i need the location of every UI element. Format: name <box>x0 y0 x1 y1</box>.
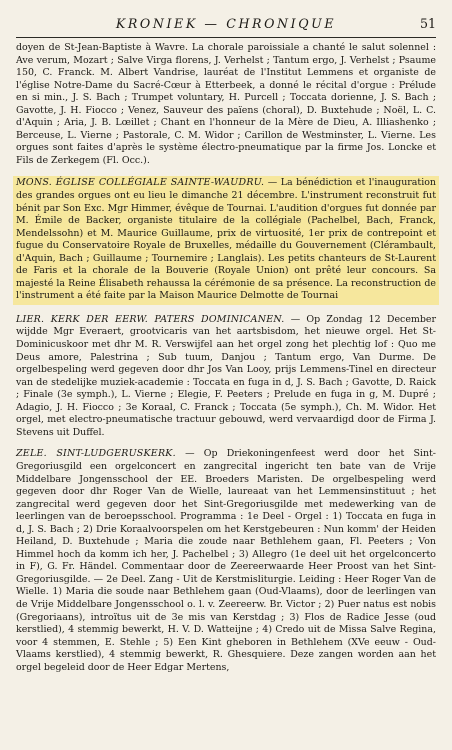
section-text: — La bénédiction et l'inauguration des grandes orgues ont eu lieu le dimanche 21 décembre. L'instrument reconstruit fut bénit par Son Exc. Mgr Himmer, évêque de Tournai. L'audition d'orgues fut donnée par M. Émile de Backer, organiste titulaire de la collégiale (Pachelbel, Bach, Franck, Mendelssohn) et M. Maurice Guillaume, prix de virtuosité, 1er prix de contrepoint et fugue du Conservatoire Royale de Bruxelles, médaille du Gouvernement (Clérambault, d'Aquin, Bach ; Guillaume ; Tournemire ; Langlais). Les petits chanteurs de St-Laurent de Faris et la chorale de la Bouverie (Royale Union) ont prêté leur concours. Sa majesté la Reine Élisabeth rehaussa la cérémonie de sa présence. La reconstruction de l'instrument a été faite par la Maison Maurice Delmotte de Tournai <box>16 177 436 302</box>
article-body <box>16 42 436 674</box>
section-mons <box>13 176 439 304</box>
section-paragraph <box>16 177 436 302</box>
section-zele <box>16 448 436 674</box>
section-text: — Op Zondag 12 December wijdde Mgr Everaert, grootvicaris van het aartsbisdom, het nieuwe orgel. Het St-Dominicuskoor met dhr M. R. Verswijfel aan het orgel zong het plechtig lof : Quo me Deus amore, Palestrina ; Sub tuum, Danjou ; Tantum ergo, Van Durme. De orgelbespeling werd gegeven door dhr Jos Van Looy, prijs Lemmens-Tinel en directeur van de stedelijke muziek-academie : Toccata en fuga in d, J. S. Bach ; Gavotte, D. Raick ; Finale (3e symph.), L. Vierne ; Elegie, F. Peeters ; Prelude en fuga in g, M. Dupré ; Adagio, J. H. Fiocco ; 3e Koraal, C. Franck ; Toccata (5e symph.), Ch. M. Widor. Het orgel, met electro-pneumatische tractuur gebouwd, werd vervaardigd door de Firma J. Stevens uit Duffel. <box>16 313 436 438</box>
section-paragraph <box>16 448 436 674</box>
section-text: — Op Driekoningenfeest werd door het Sint-Gregoriusgild een orgelconcert en zangrecital ingericht ten bate van de Vrije Middelbare Jongensschool der EE. Broeders Maristen. De orgelbespeling werd gegeven door dhr Roger Van de Wielle, laureaat van het Lemmensinstituut ; het zangrecital werd gegeven door het Sint-Gregoriusgilde met medewerking van de leerlingen van de beroepsschool. Programma : 1e Deel - Orgel : 1) Toccata en fuga in d, J. S. Bach ; 2) Drie Koraalvoorspelen om het Kerstgebeuren : Nun komm' der Heiden Heiland, D. Buxtehude ; Maria die zoude naar Bethlehem gaan, Fl. Peeters ; Von Himmel hoch da komm ich her, J. Pachelbel ; 3) Allegro (1e deel uit het orgelconcerto in F), G. Fr. Händel. Commentaar door de Zeereerwaarde Heer Proost van het Sint-Gregoriusgilde. — 2e Deel. Zang - Uit de Kerstmisliturgie. Leiding : Heer Roger Van de Wielle. 1) Maria die soude naar Bethlehem gaan (Oud-Vlaams), door de leerlingen van de Vrije Middelbare Jongensschool o. l. v. Zeereerw. Br. Victor ; 2) Puer natus est nobis (Gregoriaans), introïtus uit de 3e mis van Kerstdag ; 3) Flos de Radice Jesse (oud kerstlied), 4 stemmig bewerkt, H. V. D. Watteijne ; 4) Credo uit de Missa Salve Regina, voor 4 stemmen, E. Stehle ; 5) Een Kint gheboren in Bethlehem (XVe eeuw - Oud-Vlaams kerstlied), 4 stemmig bewerkt, R. Ghesquiere. Deze zangen worden aan het orgel begeleid door de Heer Edgar Mertens, <box>16 448 436 673</box>
intro-paragraph: doyen de St-Jean-Baptiste à Wavre. La chorale paroissiale a chanté le salut solennel : Ave verum, Mozart ; Salve Virga florens, J. Verhelst ; Tantum ergo, J. Verhelst ; Psaume 150, C. Franck. M. Albert Vandrise, lauréat de l'Institut Lemmens et organiste de l'église Notre-Dame du Sacré-Cœur à Etterbeek, a donné le récital d'orgue : Prélude en si min., J. S. Bach ; Trumpet voluntary, H. Purcell ; Toccata dorienne, J. S. Bach ; Gavotte, J. H. Fiocco ; Venez, Sauveur des païens (choral), D. Buxtehude ; Noël, L. C. d'Aquin ; Aria, J. B. Lœillet ; Chant en l'honneur de la Mère de Dieu, A. Illiashenko ; Berceuse, L. Vierne ; Pastorale, C. M. Widor ; Carillon de Westminster, L. Vierne. Les orgues sont faites d'après le système électro-pneumatique par la firme Jos. Loncke et Fils de Zerkegem (Fl. Occ.). <box>16 42 436 166</box>
page-header <box>16 16 436 42</box>
section-heading: MONS. ÉGLISE COLLÉGIALE SAINTE-WAUDRU. <box>16 177 265 189</box>
page-number: 51 <box>419 16 436 31</box>
header-rule <box>16 37 436 38</box>
section-heading: ZELE. SINT-LUDGERUSKERK. <box>16 448 176 460</box>
section-lier <box>16 314 436 439</box>
section-paragraph <box>16 314 436 439</box>
section-heading: LIER. KERK DER EERW. PATERS DOMINICANEN. <box>16 313 285 325</box>
running-title: KRONIEK — CHRONIQUE <box>115 16 337 31</box>
